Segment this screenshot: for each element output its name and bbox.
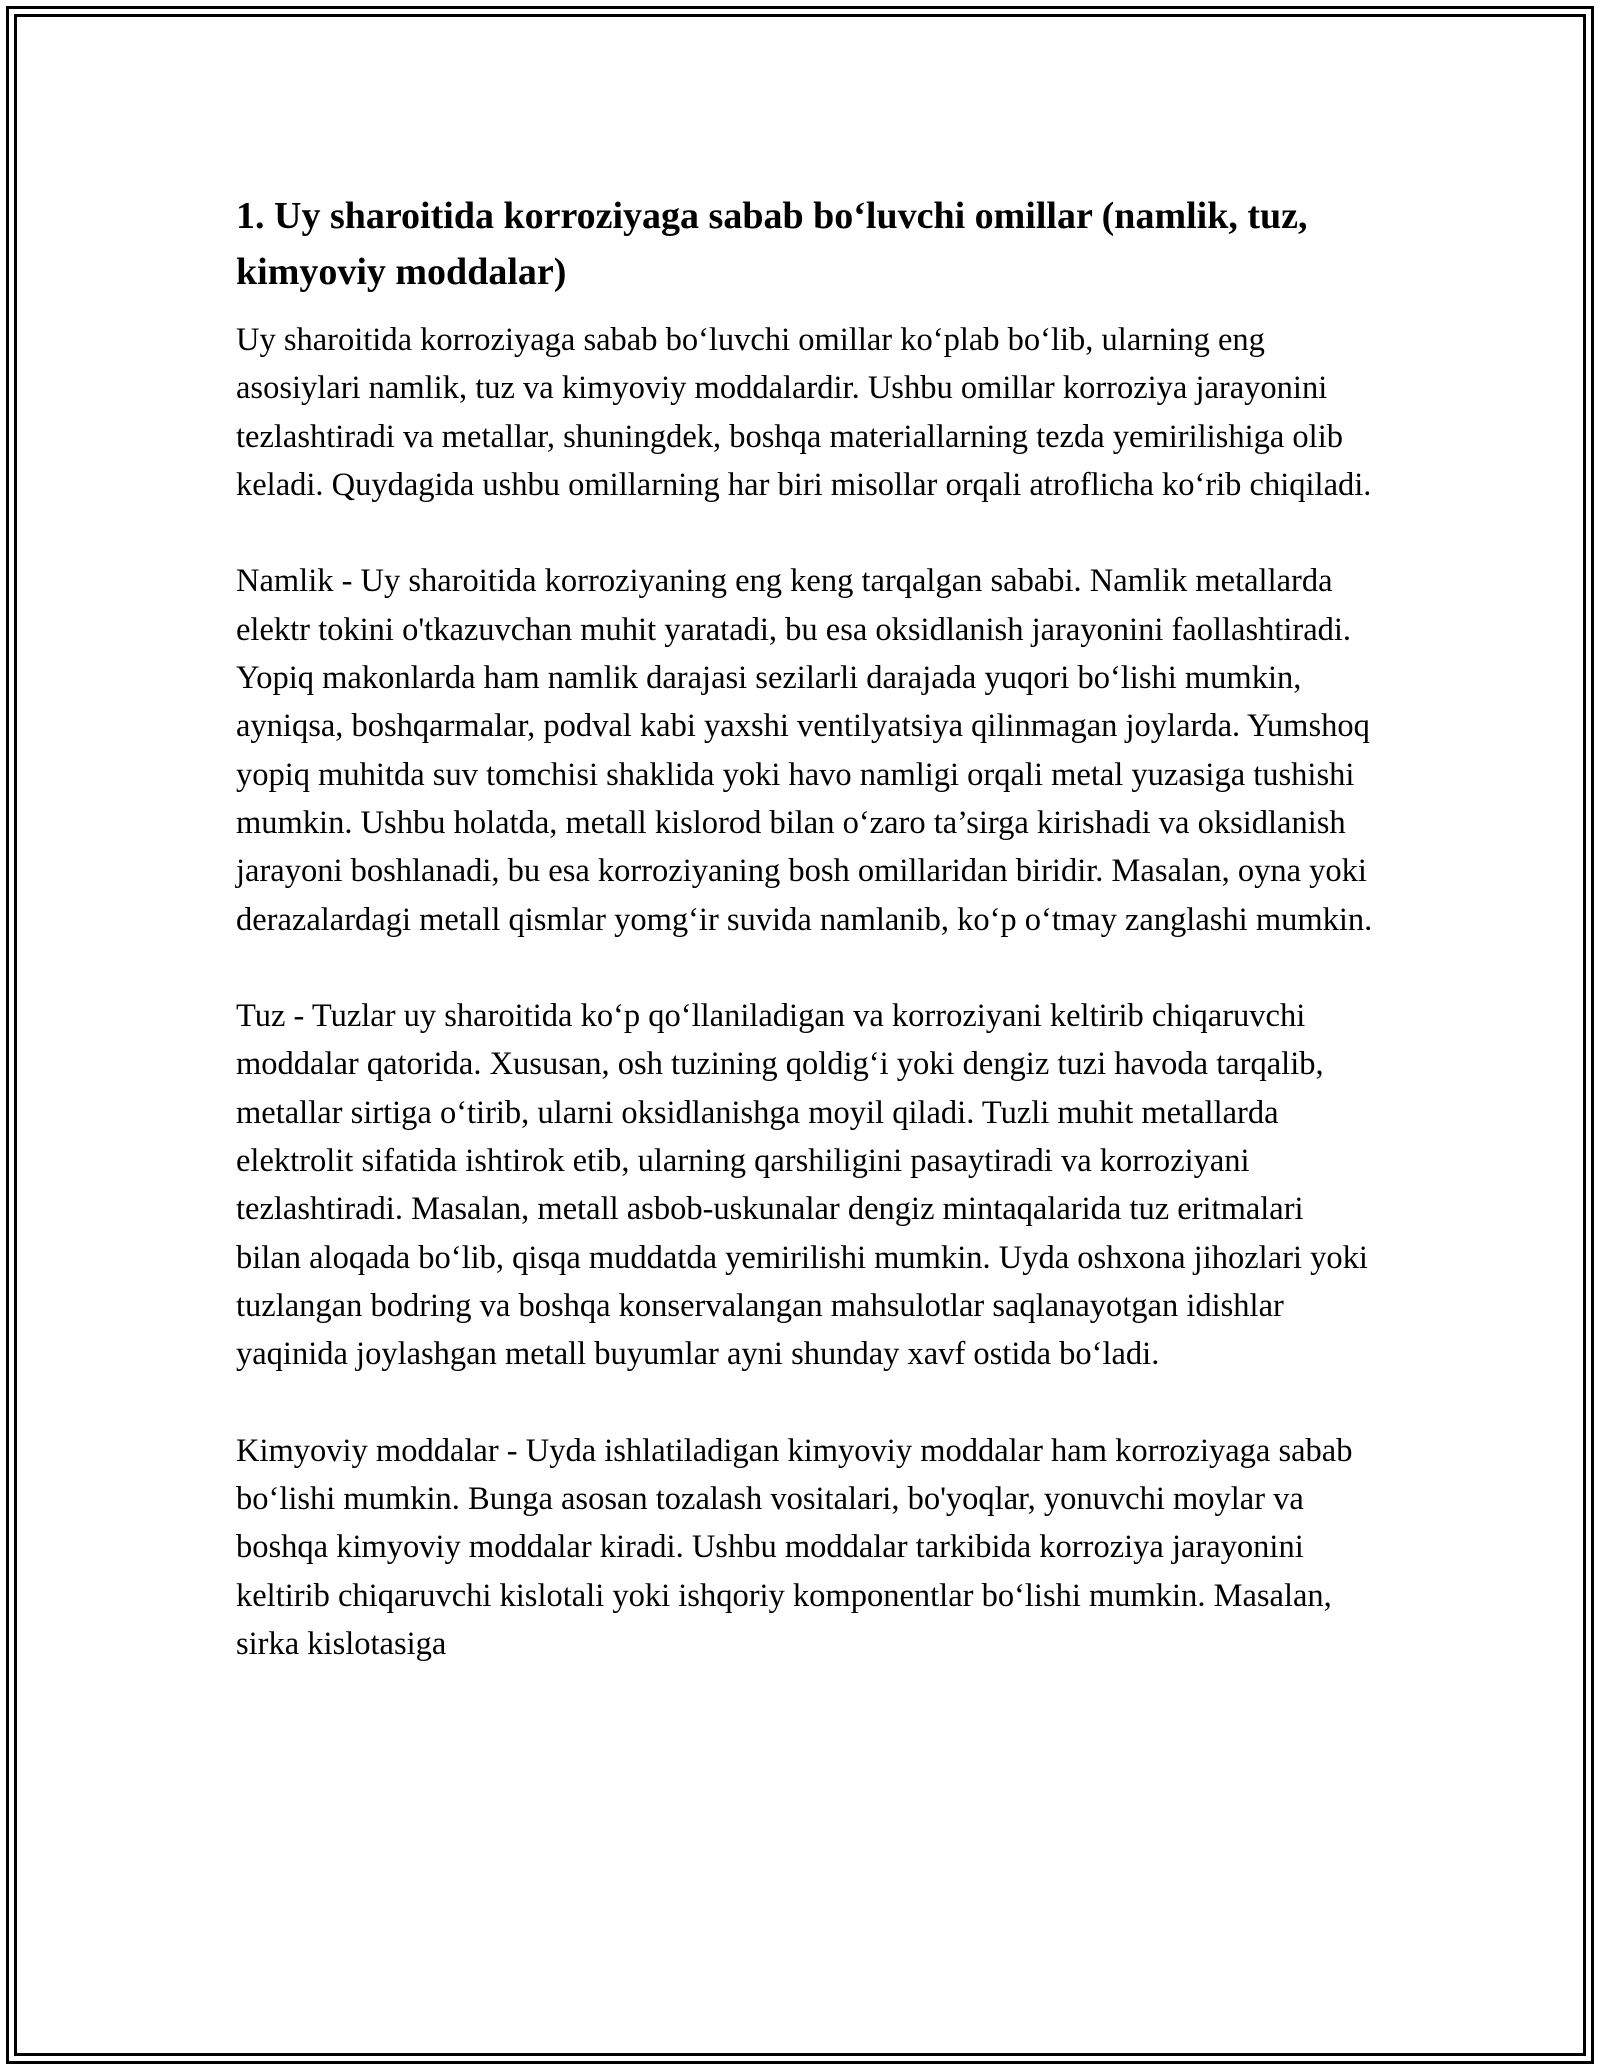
document-body [236, 188, 1376, 1668]
paragraph-intro: Uy sharoitida korroziyaga sabab bo‘luvchi omillar ko‘plab bo‘lib, ularning eng asosiylari namlik, tuz va kimyoviy moddalardir. Ushbu omillar korroziya jarayonini tezlashtiradi va metallar, shuningdek, boshqa materiallarning tezda yemirilishiga olib keladi. Quydagida ushbu omillarning har biri misollar orqali atroflicha ko‘rib chiqiladi. [236, 322, 1372, 503]
paragraph-kimyoviy-moddalar: Kimyoviy moddalar - Uyda ishlatiladigan kimyoviy moddalar ham korroziyaga sabab bo‘lishi mumkin. Bunga asosan tozalash vositalari, bo'yoqlar, yonuvchi moylar va boshqa kimyoviy moddalar kiradi. Ushbu moddalar tarkibida korroziya jarayonini keltirib chiqaruvchi kislotali yoki ishqoriy komponentlar bo‘lishi mumkin. Masalan, sirka kislotasiga [236, 1432, 1353, 1663]
section-heading: 1. Uy sharoitida korroziyaga sabab bo‘luvchi omillar (namlik, tuz, kimyoviy moddalar) [236, 195, 1308, 293]
paragraph-namlik: Namlik - Uy sharoitida korroziyaning eng keng tarqalgan sababi. Namlik metallarda elektr tokini o'tkazuvchan muhit yaratadi, bu esa oksidlanish jarayonini faollashtiradi. Yopiq makonlarda ham namlik darajasi sezilarli darajada yuqori bo‘lishi mumkin, ayniqsa, boshqarmalar, podval kabi yaxshi ventilyatsiya qilinmagan joylarda. Yumshoq yopiq muhitda suv tomchisi shaklida yoki havo namligi orqali metal yuzasiga tushishi mumkin. Ushbu holatda, metall kislorod bilan o‘zaro ta’sirga kirishadi va oksidlanish jarayoni boshlanadi, bu esa korroziyaning bosh omillaridan biridir. Masalan, oyna yoki derazalardagi metall qismlar yomg‘ir suvida namlanib, ko‘p o‘tmay zanglashi mumkin. [236, 563, 1373, 938]
paragraph-tuz: Tuz - Tuzlar uy sharoitida ko‘p qo‘llaniladigan va korroziyani keltirib chiqaruvchi moddalar qatorida. Xususan, osh tuzining qoldig‘i yoki dengiz tuzi havoda tarqalib, metallar sirtiga o‘tirib, ularni oksidlanishga moyil qiladi. Tuzli muhit metallarda elektrolit sifatida ishtirok etib, ularning qarshiligini pasaytiradi va korroziyani tezlashtiradi. Masalan, metall asbob-uskunalar dengiz mintaqalarida tuz eritmalari bilan aloqada bo‘lib, qisqa muddatda yemirilishi mumkin. Uyda oshxona jihozlari yoki tuzlangan bodring va boshqa konservalangan mahsulotlar saqlanayotgan idishlar yaqinida joylashgan metall buyumlar ayni shunday xavf ostida bo‘ladi. [236, 998, 1368, 1373]
